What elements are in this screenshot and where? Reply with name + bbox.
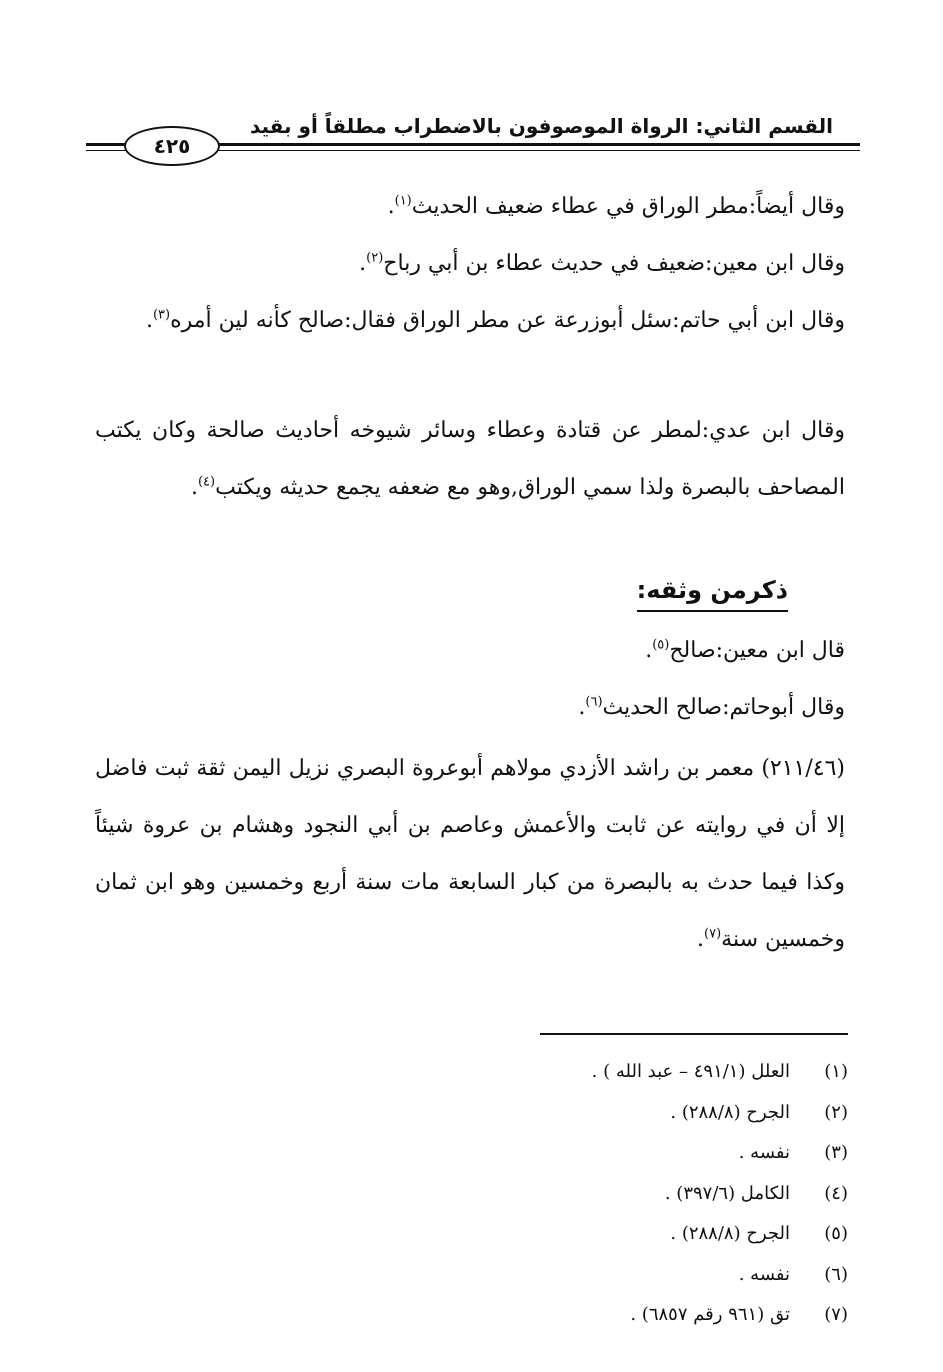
footnotes-list: [348, 1052, 848, 1336]
entry-end: .: [697, 927, 705, 952]
footnote-ref: (٥): [652, 637, 670, 653]
paragraph-3: [95, 292, 845, 349]
footnote-text: العلل (٤٩١/١ – عبد الله ) .: [591, 1061, 790, 1082]
opening-paragraphs: [95, 178, 845, 349]
footnote-separator: [540, 1033, 848, 1035]
entry-text: (٢١١/٤٦) معمر بن راشد الأزدي مولاهم أبوعروة البصري نزيل اليمن ثقة ثبت فاضل إلا أن في روايته عن ثابت والأعمش وعاصم بن أبي النجود وهشام بن عروة شيئاً وكذا فيما حدث به بالبصرة من كبار السابعة مات سنة أربع وخمسين وهو ابن ثمان وخمسين سنة: [95, 756, 845, 952]
footnote-number: (٥): [824, 1223, 848, 1244]
paragraph-end: .: [145, 308, 153, 333]
footnote-item: [348, 1255, 848, 1296]
footnote-text: الجرح (٢٨٨/٨) .: [670, 1101, 790, 1123]
section-items: [95, 622, 845, 736]
footnote-text: نفسه .: [738, 1142, 790, 1163]
footnote-ref: (٤): [197, 474, 216, 490]
footnote-text: تق (٩٦١ رقم ٦٨٥٧) .: [630, 1304, 790, 1325]
footnote-text: الكامل (٣٩٧/٦) .: [664, 1182, 790, 1204]
footnote-ref: (٣): [152, 307, 171, 323]
item-text: قال ابن معين:صالح: [669, 638, 845, 663]
section-item-1: [95, 622, 845, 679]
footnote-number: (٣): [824, 1142, 848, 1163]
footnote-ref: (١): [394, 193, 412, 209]
page-number-text: ٤٢٥: [153, 134, 191, 158]
footnote-ref: (٢): [366, 250, 384, 266]
header-rule-right-thin: [218, 150, 860, 151]
footnote-number: (١): [824, 1061, 848, 1082]
section-item-2: [95, 679, 845, 736]
item-end: .: [645, 638, 653, 663]
header-rule-left: [86, 143, 126, 146]
header-rule-left-thin: [86, 150, 126, 151]
item-end: .: [578, 695, 586, 720]
paragraph-end: .: [190, 475, 198, 500]
narrator-entry-block: [95, 740, 845, 968]
footnote-number: (٧): [824, 1304, 848, 1325]
footnote-text: نفسه .: [738, 1263, 790, 1285]
footnote-number: (٦): [824, 1263, 848, 1285]
paragraph-1: [95, 178, 845, 235]
footnote-ref: (٦): [585, 694, 603, 710]
paragraph-text: وقال ابن أبي حاتم:سئل أبوزرعة عن مطر الوراق فقال:صالح كأنه لين أمره: [170, 308, 845, 333]
paragraph-4-block: [95, 402, 845, 516]
page-number: [124, 126, 220, 166]
footnote-item: [348, 1174, 848, 1215]
paragraph-text: وقال ابن عدي:لمطر عن قتادة وعطاء وسائر شيوخه أحاديث صالحة وكان يكتب المصاحف بالبصرة ولذا سمي الوراق,وهو مع ضعفه يجمع حديثه ويكتب: [95, 418, 845, 500]
section-heading: ذكرمن وثقه:: [637, 572, 788, 612]
item-text: وقال أبوحاتم:صالح الحديث: [602, 695, 845, 720]
paragraph-end: .: [359, 251, 367, 276]
footnote-item: [348, 1295, 848, 1336]
footnote-number: (٤): [824, 1182, 848, 1204]
paragraph-4: [95, 402, 845, 516]
footnote-item: [348, 1052, 848, 1093]
narrator-entry: [95, 740, 845, 968]
running-header-title: القسم الثاني: الرواة الموصوفون بالاضطراب مطلقاً أو بقيد: [249, 114, 833, 138]
paragraph-end: .: [387, 194, 395, 219]
paragraph-2: [95, 235, 845, 292]
header-rule-right: [218, 143, 860, 146]
paragraph-text: وقال أيضاً:مطر الوراق في عطاء ضعيف الحديث: [411, 194, 845, 219]
footnote-ref: (٧): [704, 926, 722, 942]
footnote-number: (٢): [824, 1101, 848, 1123]
paragraph-text: وقال ابن معين:ضعيف في حديث عطاء بن أبي رباح: [383, 251, 845, 276]
footnote-item: [348, 1214, 848, 1255]
footnote-item: [348, 1133, 848, 1174]
footnote-item: [348, 1093, 848, 1134]
footnote-text: الجرح (٢٨٨/٨) .: [670, 1223, 790, 1244]
